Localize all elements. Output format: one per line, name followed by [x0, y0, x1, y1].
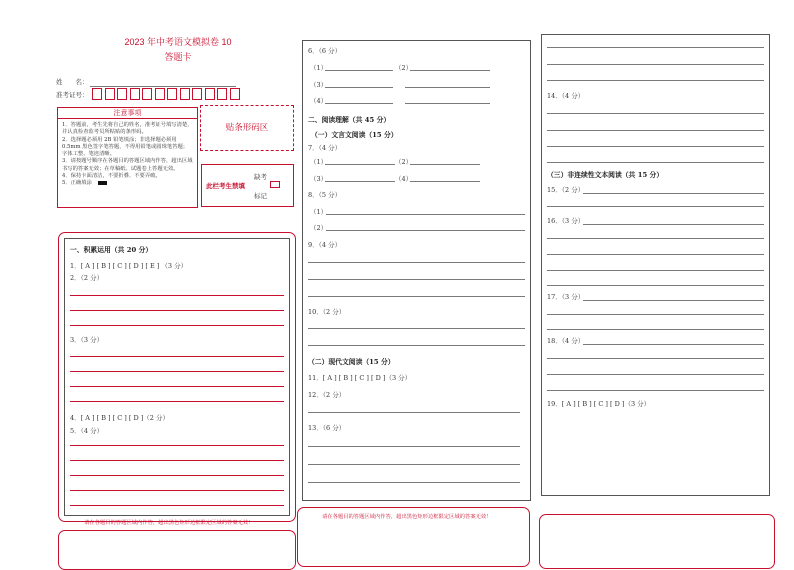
- answer-line[interactable]: [308, 412, 520, 413]
- answer-line[interactable]: [70, 445, 284, 446]
- answer-line[interactable]: [547, 80, 764, 81]
- answer-line[interactable]: [583, 224, 764, 225]
- answer-line[interactable]: [583, 300, 764, 301]
- q17-label: 17．（3 分）: [547, 293, 585, 301]
- q7-item-2: （2）: [395, 158, 413, 166]
- answer-line[interactable]: [70, 356, 284, 357]
- notice-item: 5．正确填涂: [62, 180, 92, 187]
- q7-item-1: （1）: [310, 158, 328, 166]
- notice-item: 3．请按题号顺序在各题目的答题区域内作答，超出区域书写的答案无效；在草稿纸、试题卷上答题无效。: [62, 158, 193, 172]
- id-label: 准考证号：: [56, 91, 89, 99]
- name-label: 姓 名：: [56, 78, 89, 86]
- q7-line-2[interactable]: [410, 164, 480, 165]
- q4-label[interactable]: 4．[ A ] [ B ] [ C ] [ D ]（2 分）: [70, 414, 170, 422]
- page-title: 2023 年中考语文模拟卷 10: [124, 37, 232, 47]
- answer-line[interactable]: [308, 262, 525, 263]
- answer-line[interactable]: [70, 371, 284, 372]
- answer-line[interactable]: [70, 490, 284, 491]
- answer-line[interactable]: [308, 464, 520, 465]
- q7-item-4: （4）: [395, 175, 413, 183]
- answer-line[interactable]: [70, 310, 284, 311]
- q6-line-4[interactable]: [325, 103, 393, 104]
- q5-label: 5．（4 分）: [70, 427, 104, 435]
- name-field[interactable]: [90, 86, 236, 87]
- answer-line[interactable]: [547, 314, 764, 315]
- col2-footer-warning: 请在各题目的答题区域内作答，超出黑色矩形边框限定区域的答案无效！: [322, 514, 492, 520]
- q12-label: 12．（2 分）: [308, 391, 346, 399]
- answer-line[interactable]: [547, 113, 764, 114]
- q9-label: 9．（4 分）: [308, 241, 342, 249]
- answer-line[interactable]: [547, 146, 764, 147]
- answer-line[interactable]: [308, 345, 525, 346]
- q3-label: 3．（3 分）: [70, 336, 104, 344]
- answer-line[interactable]: [70, 386, 284, 387]
- answer-line[interactable]: [308, 296, 525, 297]
- answer-line[interactable]: [547, 238, 764, 239]
- q6-line-2[interactable]: [410, 70, 490, 71]
- answer-line[interactable]: [70, 325, 284, 326]
- barcode-area: [200, 105, 294, 151]
- section-2-title: 二、阅读理解（共 45 分）: [308, 116, 391, 124]
- q16-label: 16．（3 分）: [547, 217, 585, 225]
- q6-item-4: （4）: [310, 97, 328, 105]
- q6-item-1: （1）: [310, 64, 328, 72]
- q6-label: 6．（6 分）: [308, 47, 342, 55]
- q6-line-4b[interactable]: [405, 103, 490, 104]
- answer-line[interactable]: [547, 358, 764, 359]
- answer-line[interactable]: [547, 206, 764, 207]
- q6-line-3[interactable]: [325, 87, 393, 88]
- answer-line[interactable]: [547, 47, 764, 48]
- absent-mark-top: 缺考: [254, 173, 267, 181]
- q6-item-3: （3）: [310, 81, 328, 89]
- answer-line[interactable]: [547, 162, 764, 163]
- q10-label: 10．（2 分）: [308, 308, 346, 316]
- q7-line-3[interactable]: [325, 181, 395, 182]
- answer-line[interactable]: [547, 374, 764, 375]
- answer-line[interactable]: [70, 401, 284, 402]
- q19-label[interactable]: 19．[ A ] [ B ] [ C ] [ D ]（3 分）: [547, 400, 651, 408]
- q13-label: 13．（6 分）: [308, 424, 346, 432]
- absent-box: [201, 164, 294, 207]
- notice-item: 2．选择题必须用 2B 铅笔填涂；非选择题必须用 0.5mm 黑色签字笔答题，不得用铅笔或圆珠笔答题；字体工整、笔迹清晰。: [62, 136, 189, 158]
- q8-label: 8．（5 分）: [308, 191, 342, 199]
- answer-line[interactable]: [583, 344, 764, 345]
- answer-line[interactable]: [70, 460, 284, 461]
- q7-line-4[interactable]: [410, 181, 480, 182]
- absent-checkbox[interactable]: [270, 181, 280, 188]
- q6-item-2: （2）: [395, 64, 413, 72]
- q6-line-1[interactable]: [325, 70, 393, 71]
- answer-line[interactable]: [547, 254, 764, 255]
- answer-line[interactable]: [547, 329, 764, 330]
- q8-line-1[interactable]: [326, 214, 525, 215]
- section-1-title: 一、积累运用（共 20 分）: [70, 246, 153, 254]
- subsection-classical: （一）文言文阅读（15 分）: [311, 131, 398, 139]
- answer-line[interactable]: [308, 482, 520, 483]
- q8-item-2: （2）: [310, 224, 328, 232]
- notice-title: 注意事项: [58, 108, 197, 119]
- q2-label: 2．（2 分）: [70, 274, 104, 282]
- answer-line[interactable]: [308, 446, 520, 447]
- q15-label: 15．（2 分）: [547, 186, 585, 194]
- col1-footer-warning: 请在各题目的答题区域内作答，超出黑色矩形边框限定区域的答案无效！: [84, 520, 254, 526]
- answer-line[interactable]: [547, 390, 764, 391]
- notice-item: 4．保持卡面清洁，不要折叠、不要弄破。: [62, 173, 161, 180]
- answer-line[interactable]: [70, 295, 284, 296]
- answer-line[interactable]: [70, 505, 284, 506]
- q8-line-2[interactable]: [326, 230, 525, 231]
- page-subtitle: 答题卡: [164, 52, 192, 62]
- answer-line[interactable]: [547, 285, 764, 286]
- answer-line[interactable]: [308, 328, 525, 329]
- notice-item: 1．答题前，考生先将自己的姓名，准考证号填写清楚，并认真检查监考员所粘贴的条形码。: [62, 122, 193, 136]
- filled-example-icon: [98, 181, 107, 185]
- q18-label: 18．（4 分）: [547, 337, 585, 345]
- absent-mark-bottom: 标记: [254, 192, 267, 200]
- absent-label: 此栏考生禁填: [206, 182, 245, 190]
- q11-label[interactable]: 11．[ A ] [ B ] [ C ] [ D ]（3 分）: [308, 374, 412, 382]
- q7-label: 7．（4 分）: [308, 144, 342, 152]
- notice-box: [57, 107, 198, 208]
- q7-line-1[interactable]: [325, 164, 395, 165]
- barcode-label: 贴条形码区: [225, 123, 269, 133]
- q7-item-3: （3）: [310, 175, 328, 183]
- q14-label: 14．（4 分）: [547, 92, 585, 100]
- answer-line[interactable]: [583, 193, 764, 194]
- col1-bottom-box: [58, 530, 296, 570]
- subsection-modern: （二）现代文阅读（15 分）: [308, 358, 395, 366]
- answer-line[interactable]: [308, 279, 525, 280]
- q6-line-3b[interactable]: [405, 87, 490, 88]
- subsection-nontext: （三）非连续性文本阅读（共 15 分）: [547, 171, 664, 179]
- answer-line[interactable]: [70, 475, 284, 476]
- col3-answer-area: [541, 34, 770, 496]
- q8-item-1: （1）: [310, 208, 328, 216]
- id-number-boxes[interactable]: [92, 88, 242, 101]
- q1-label[interactable]: 1．[ A ] [ B ] [ C ] [ D ] [ E ] （3 分）: [70, 262, 188, 270]
- answer-line[interactable]: [547, 130, 764, 131]
- answer-line[interactable]: [547, 64, 764, 65]
- answer-line[interactable]: [547, 270, 764, 271]
